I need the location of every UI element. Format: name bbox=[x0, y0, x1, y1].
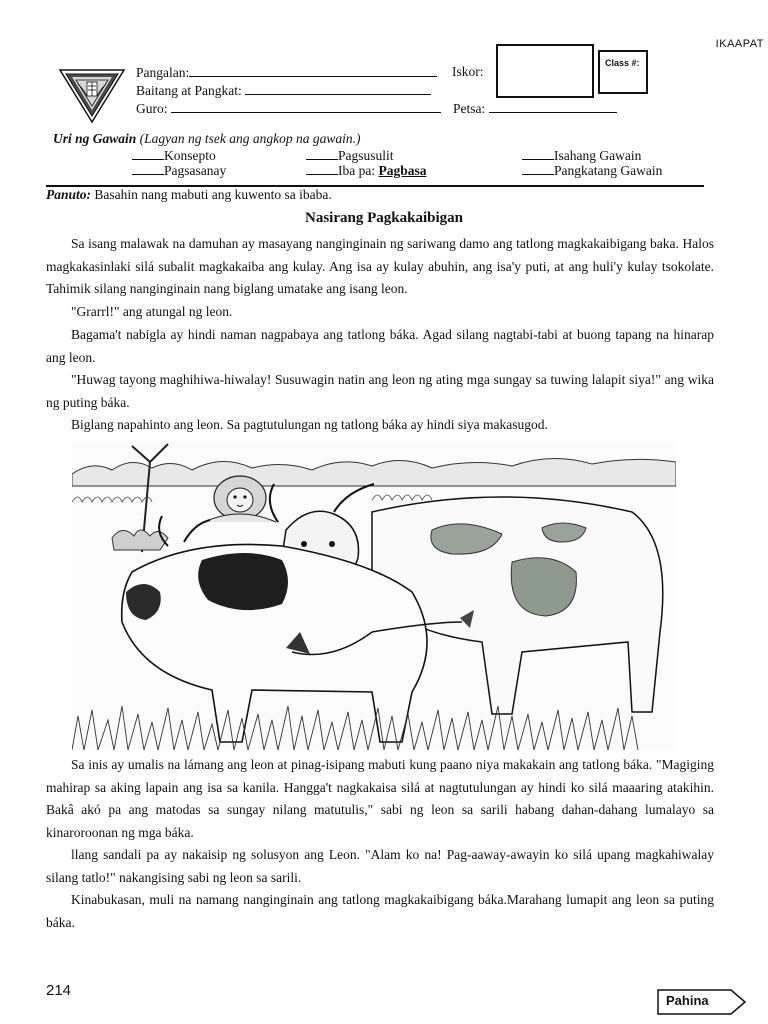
story-paragraph: Bagama't nabigla ay hindi naman nagpabaya ang tatlong báka. Agad silang nagtabi-tabi at buong tapang na hinarap ang leon. bbox=[46, 327, 714, 365]
option-pagsusulit[interactable]: Pagsusulit bbox=[306, 148, 394, 164]
school-seal-logo bbox=[58, 66, 126, 124]
instruction-text: Basahin nang mabuti ang kuwento sa ibaba. bbox=[94, 187, 332, 202]
activity-type-key: Uri ng Gawain bbox=[53, 131, 137, 146]
option-iba-pa[interactable]: Iba pa: Pagbasa bbox=[306, 163, 427, 179]
class-number-box[interactable] bbox=[598, 50, 648, 94]
name-field[interactable] bbox=[189, 64, 437, 77]
story-paragraph: "Grarrl!" ang atungal ng leon. bbox=[71, 304, 233, 319]
date-label: Petsa: bbox=[453, 101, 486, 116]
activity-type-note: (Lagyan ng tsek ang angkop na gawain.) bbox=[139, 131, 361, 146]
instruction bbox=[46, 187, 332, 203]
story-paragraph: "Huwag tayong maghihiwa-hiwalay! Susuwagin natin ang leon ng ating mga sungay sa tuwing lalapit siya!" ang wika ng puting báka. bbox=[46, 372, 714, 410]
cows-and-lion-illustration bbox=[72, 442, 676, 750]
page-number: 214 bbox=[46, 982, 72, 999]
option-konsepto[interactable]: Konsepto bbox=[132, 148, 216, 164]
name-label: Pangalan: bbox=[136, 65, 190, 80]
score-box[interactable] bbox=[496, 44, 594, 98]
option-pangkatang-gawain[interactable]: Pangkatang Gawain bbox=[522, 163, 662, 179]
option-pagsasanay[interactable]: Pagsasanay bbox=[132, 163, 226, 179]
class-number-label: Class #: bbox=[605, 58, 640, 68]
grade-section-field[interactable] bbox=[245, 82, 431, 95]
story-title: Nasirang Pagkakaibigan bbox=[305, 210, 463, 226]
story-paragraph: Kinabukasan, muli na namang nanginginain ang tatlong magkakaibigang báka.Marahang lumapit ang leon sa puting báka. bbox=[46, 892, 714, 930]
story-paragraph: Sa inis ay umalis na lámang ang leon at pinag-isipang mabuti kung paano niya makakain ang tatlong báka. "Magiging mahirap sa aking lapain ang isa sa kanila. Hangga't nagkakaisa silá at nagtutulungan ay hindi ko silá maaaring atakihin. Bakâ akó pa ang matodas sa sungay nilang matutulis," sabi ng leon sa sarili habang dahan-dahang lumalayo sa kinaroroonan ng mga báka. bbox=[46, 757, 714, 840]
teacher-label: Guro: bbox=[136, 101, 168, 116]
score-label: Iskor: bbox=[452, 64, 484, 79]
grade-section-label: Baitang at Pangkat: bbox=[136, 83, 242, 98]
activity-type-heading bbox=[53, 131, 361, 147]
story-paragraph: Sa isang malawak na damuhan ay masayang nanginginain ng sariwang damo ang tatlong magkakaibigang baka. Halos magkakasinlaki silá subalit magkakaiba ang kulay. Ang isa ay kulay abuhin, ang isa'y puti, at ang huli'y kulay tsokolate. Tahimik silang nanginginain nang biglang umatake ang isang leon. bbox=[46, 236, 714, 296]
teacher-field[interactable] bbox=[171, 100, 441, 113]
instruction-label: Panuto: bbox=[46, 187, 92, 202]
story-paragraph: llang sandali pa ay nakaisip ng solusyon ang Leon. "Alam ko na! Pag-aaway-awayin ko silá upang magkahiwalay silang tatlo!" nakangising sabi ng leon sa sarili. bbox=[46, 847, 714, 885]
other-activity-value: Pagbasa bbox=[378, 163, 427, 178]
option-isahang-gawain[interactable]: Isahang Gawain bbox=[522, 148, 641, 164]
story-paragraph: Biglang napahinto ang leon. Sa pagtutulungan ng tatlong báka ay hindi siya makasugod. bbox=[71, 417, 548, 432]
next-page-label: Pahina bbox=[666, 993, 709, 1008]
date-field[interactable] bbox=[489, 100, 617, 113]
grade-level-label: IKAAPAT bbox=[715, 38, 764, 50]
